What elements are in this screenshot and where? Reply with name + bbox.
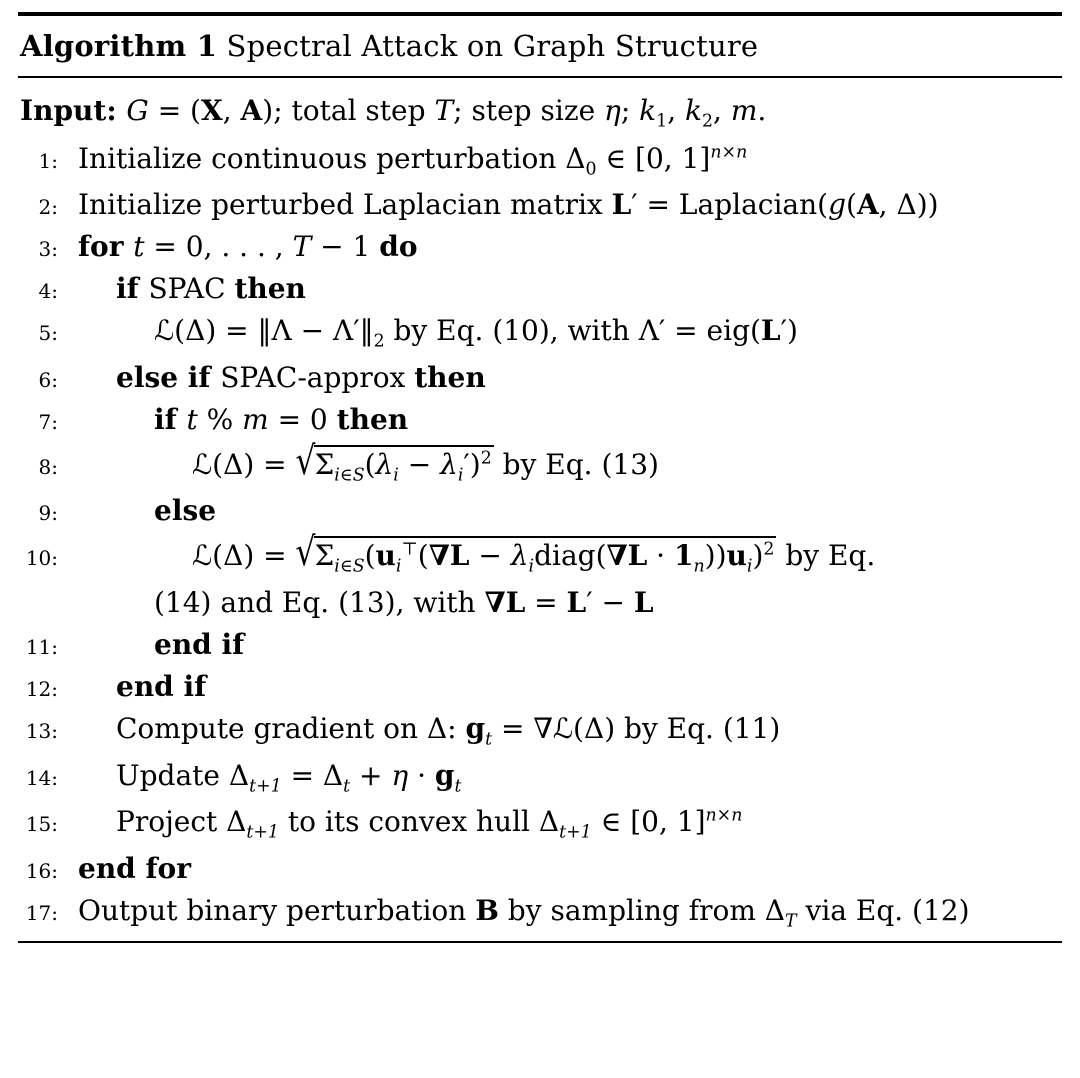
line-number: 6: bbox=[38, 367, 58, 392]
segment-b: then bbox=[414, 360, 486, 394]
segment-i: T bbox=[434, 94, 454, 127]
segment-r: ) bbox=[752, 539, 764, 573]
segment-b: end if bbox=[116, 669, 207, 703]
line-content bbox=[62, 852, 1062, 885]
segment-sc: ℒ bbox=[192, 539, 213, 573]
segment-r: · bbox=[647, 539, 674, 573]
segment-sup: ⊤ bbox=[401, 540, 418, 561]
segment-r: Output binary perturbation bbox=[78, 893, 476, 927]
segment-r: + bbox=[350, 758, 392, 792]
segment-r: ( bbox=[364, 447, 376, 481]
segment-r: ∈ [0, 1] bbox=[591, 805, 706, 839]
segment-r: by Eq. bbox=[776, 539, 876, 573]
segment-sub: 0 bbox=[585, 159, 597, 180]
segment-r: SPAC bbox=[148, 272, 235, 306]
segment-bf: u bbox=[375, 539, 396, 573]
segment-i: λ bbox=[375, 447, 394, 481]
line-content bbox=[100, 670, 1062, 703]
algorithm-line bbox=[18, 586, 1062, 619]
segment-b: else if bbox=[116, 360, 221, 394]
segment-r: Update Δ bbox=[116, 758, 250, 792]
segment-i: k bbox=[639, 94, 657, 127]
segment-r: − bbox=[398, 447, 441, 481]
segment-r: ( bbox=[364, 539, 376, 573]
line-content bbox=[100, 272, 1062, 305]
line-number: 3: bbox=[38, 237, 58, 262]
segment-isub: t+1 bbox=[246, 822, 279, 843]
segment-i: g bbox=[828, 188, 846, 222]
line-content bbox=[62, 188, 1062, 221]
segment-i: λ bbox=[510, 539, 529, 573]
segment-r: (Δ) = bbox=[212, 447, 296, 481]
segment-b: then bbox=[234, 272, 306, 306]
segment-bf: L bbox=[611, 188, 632, 222]
segment-r: Compute gradient on Δ: bbox=[116, 711, 466, 745]
segment-bf: L bbox=[760, 314, 781, 348]
segment-isub: i bbox=[528, 556, 535, 577]
segment-bf: A bbox=[240, 94, 263, 127]
lines-container bbox=[18, 142, 1062, 932]
line-content bbox=[176, 438, 1062, 486]
segment-i: k bbox=[685, 94, 702, 127]
segment-sc: ℒ bbox=[552, 711, 574, 745]
segment-r: to its convex hull Δ bbox=[278, 805, 560, 839]
algorithm-line bbox=[18, 628, 1062, 661]
segment-b: if bbox=[116, 272, 149, 306]
segment-r: ; step size bbox=[453, 94, 605, 127]
segment-isub: t bbox=[454, 776, 462, 797]
segment-r: Σ bbox=[314, 447, 335, 481]
line-content bbox=[62, 230, 1062, 263]
line-content bbox=[138, 628, 1062, 661]
segment-isub: t bbox=[485, 729, 493, 750]
segment-r: = ( bbox=[148, 94, 201, 127]
algorithm-label: Algorithm 1 bbox=[20, 29, 218, 63]
segment-isub: i bbox=[393, 465, 399, 486]
algorithm-line bbox=[18, 142, 1062, 180]
segment-bf: ∇L bbox=[484, 585, 526, 619]
segment-sub: 1 bbox=[656, 111, 668, 132]
segment-sub: 2 bbox=[373, 331, 385, 352]
segment-r: ( bbox=[417, 539, 429, 573]
segment-i: m bbox=[730, 94, 758, 127]
segment-bf: g bbox=[465, 711, 486, 745]
segment-b: for bbox=[78, 230, 134, 264]
segment-r: − bbox=[469, 539, 511, 573]
segment-r: , Δ)) bbox=[878, 188, 939, 222]
algorithm-line bbox=[18, 712, 1062, 750]
segment-r: = 0 bbox=[268, 402, 337, 436]
line-content bbox=[176, 530, 1062, 577]
segment-b: do bbox=[379, 230, 418, 264]
algorithm-line bbox=[18, 894, 1062, 932]
segment-r: (14) and Eq. (13), with bbox=[154, 585, 485, 619]
segment-r: Σ bbox=[314, 539, 335, 573]
line-number: 4: bbox=[38, 279, 58, 304]
segment-ov bbox=[314, 536, 777, 577]
segment-b: end for bbox=[78, 851, 191, 885]
algorithm-line bbox=[18, 530, 1062, 577]
segment-r: (Δ) = bbox=[212, 539, 296, 573]
line-content bbox=[138, 494, 1062, 527]
segment-bf: ∇L bbox=[428, 539, 470, 573]
segment-r: = 0, . . . , bbox=[144, 230, 293, 264]
segment-r: = bbox=[525, 585, 567, 619]
segment-r: Initialize continuous perturbation Δ bbox=[78, 141, 586, 175]
line-number: 7: bbox=[38, 409, 58, 434]
algorithm-line bbox=[18, 438, 1062, 486]
segment-r: ′) bbox=[463, 447, 481, 481]
line-content bbox=[138, 586, 1062, 619]
segment-sc: ℒ bbox=[192, 447, 213, 481]
algorithm-line bbox=[18, 494, 1062, 527]
segment-bf: A bbox=[856, 188, 879, 222]
segment-sqrt: √ bbox=[295, 530, 316, 576]
segment-r: , bbox=[667, 94, 685, 127]
line-number: 9: bbox=[38, 501, 58, 526]
segment-r: diag( bbox=[534, 539, 607, 573]
segment-r: % bbox=[197, 402, 243, 436]
segment-r: , bbox=[222, 94, 241, 127]
segment-r: . bbox=[757, 94, 767, 127]
segment-isub: t+1 bbox=[559, 822, 592, 843]
segment-r: , bbox=[713, 94, 731, 127]
segment-r: ∈ [0, 1] bbox=[596, 141, 711, 175]
segment-isub: t bbox=[343, 776, 351, 797]
segment-b: else bbox=[154, 494, 217, 528]
algorithm-caption bbox=[18, 16, 1062, 76]
segment-sc: ℒ bbox=[154, 314, 175, 348]
algorithm-line bbox=[18, 759, 1062, 797]
segment-bf: 1 bbox=[673, 539, 694, 573]
segment-r: via Eq. (12) bbox=[796, 893, 970, 927]
segment-ov bbox=[314, 445, 494, 486]
segment-bf: g bbox=[434, 758, 455, 792]
segment-i: η bbox=[604, 94, 621, 127]
segment-r: (Δ) = ‖Λ − Λ′‖ bbox=[174, 314, 374, 348]
segment-r: )) bbox=[704, 539, 727, 573]
segment-r: ′ − bbox=[586, 585, 634, 619]
segment-bf: L bbox=[633, 585, 654, 619]
segment-i: G bbox=[126, 94, 149, 127]
segment-sup: 2 bbox=[763, 540, 775, 561]
line-number: 5: bbox=[38, 321, 58, 346]
line-number: 13: bbox=[25, 718, 58, 743]
segment-sub: 2 bbox=[701, 111, 714, 132]
segment-isup: n×n bbox=[705, 805, 743, 826]
segment-r: ; bbox=[620, 94, 640, 127]
algorithm-line bbox=[18, 403, 1062, 436]
segment-isub: i bbox=[746, 556, 753, 577]
segment-r: Project Δ bbox=[116, 805, 247, 839]
segment-r: ′ = Laplacian( bbox=[631, 188, 829, 222]
line-number: 2: bbox=[38, 195, 58, 220]
segment-bf: u bbox=[726, 539, 747, 573]
input-line bbox=[18, 90, 1062, 142]
line-number: 8: bbox=[38, 454, 58, 479]
segment-isub: T bbox=[785, 911, 797, 932]
bottom-rule bbox=[18, 941, 1062, 943]
algorithm-line bbox=[18, 188, 1062, 221]
algorithm-line bbox=[18, 852, 1062, 885]
line-content bbox=[138, 403, 1062, 436]
segment-isub: i∈S bbox=[334, 465, 365, 486]
line-number: 1: bbox=[38, 148, 58, 173]
segment-i: λ bbox=[440, 447, 458, 481]
line-number: 17: bbox=[25, 900, 58, 925]
algorithm-line bbox=[18, 805, 1062, 843]
segment-isub: i bbox=[395, 556, 402, 577]
segment-i: η bbox=[391, 758, 409, 792]
segment-i: T bbox=[292, 230, 312, 264]
segment-bf: L bbox=[566, 585, 587, 619]
line-number: 11: bbox=[25, 634, 58, 659]
segment-isup: n×n bbox=[710, 142, 748, 163]
segment-r: by Eq. (10), with Λ′ = eig( bbox=[384, 314, 761, 348]
line-content bbox=[138, 314, 1062, 352]
segment-sup: 2 bbox=[480, 448, 492, 469]
segment-sqrt: √ bbox=[295, 438, 316, 484]
segment-isub: i∈S bbox=[334, 556, 365, 577]
algorithm-line bbox=[18, 361, 1062, 394]
algorithm-title-text: Spectral Attack on Graph Structure bbox=[217, 29, 759, 63]
segment-b: end if bbox=[154, 627, 245, 661]
line-content bbox=[100, 361, 1062, 394]
segment-bf: X bbox=[200, 94, 223, 127]
line-content bbox=[100, 759, 1062, 797]
segment-r: = ∇ bbox=[492, 711, 553, 745]
segment-r: ); total step bbox=[262, 94, 435, 127]
segment-isub: t+1 bbox=[249, 776, 282, 797]
line-number: 12: bbox=[25, 676, 58, 701]
segment-r: (Δ) by Eq. (11) bbox=[573, 711, 781, 745]
line-content bbox=[100, 712, 1062, 750]
algorithm-line bbox=[18, 272, 1062, 305]
line-content bbox=[100, 805, 1062, 843]
segment-b: Input: bbox=[20, 94, 127, 127]
segment-r: ′) bbox=[780, 314, 798, 348]
algorithm-body bbox=[18, 78, 1062, 931]
line-number: 14: bbox=[25, 765, 58, 790]
segment-b: then bbox=[336, 402, 409, 436]
algorithm-line bbox=[18, 230, 1062, 263]
line-number: 16: bbox=[25, 858, 58, 883]
segment-isub: n bbox=[693, 556, 705, 577]
line-number: 10: bbox=[25, 546, 58, 571]
segment-bf: B bbox=[475, 893, 499, 927]
segment-bf: ∇L bbox=[606, 539, 648, 573]
line-content bbox=[62, 894, 1062, 932]
segment-i: t bbox=[133, 230, 145, 264]
segment-r: by Eq. (13) bbox=[493, 447, 659, 481]
line-number: 15: bbox=[25, 812, 58, 837]
segment-r: SPAC-approx bbox=[220, 360, 415, 394]
segment-r: · bbox=[408, 758, 435, 792]
segment-i: m bbox=[242, 402, 269, 436]
segment-r: − 1 bbox=[311, 230, 380, 264]
segment-r: by sampling from Δ bbox=[498, 893, 786, 927]
segment-r: ( bbox=[846, 188, 857, 222]
segment-r: = Δ bbox=[281, 758, 344, 792]
line-content bbox=[62, 142, 1062, 180]
segment-r: Initialize perturbed Laplacian matrix bbox=[78, 188, 612, 222]
segment-isub: i bbox=[457, 465, 464, 486]
segment-i: t bbox=[186, 402, 198, 436]
algorithm-line bbox=[18, 314, 1062, 352]
segment-b: if bbox=[154, 402, 187, 436]
algorithm-line bbox=[18, 670, 1062, 703]
